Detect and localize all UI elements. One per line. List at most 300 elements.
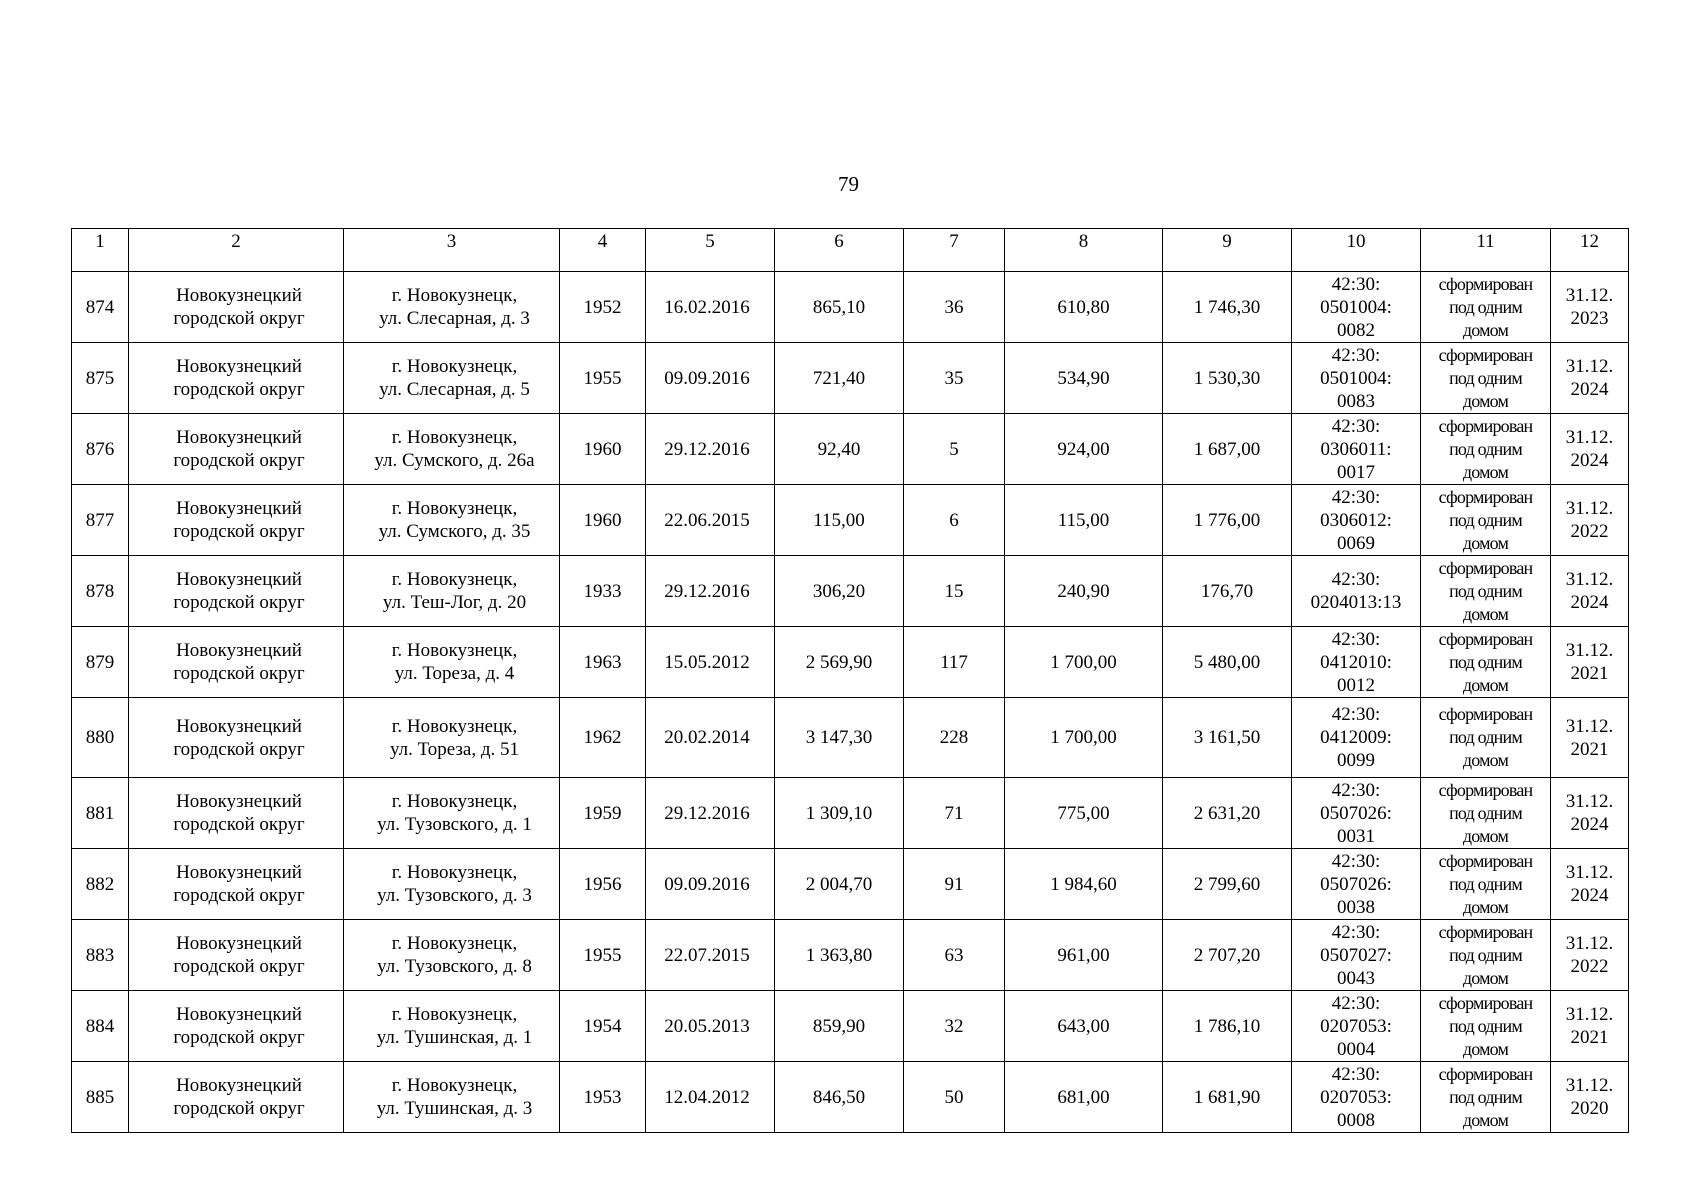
column-number-header: 5	[646, 229, 775, 272]
column-number-header: 9	[1163, 229, 1292, 272]
table-row	[72, 343, 1629, 414]
table-row	[72, 698, 1629, 778]
land-status-cell-line: домом	[1462, 319, 1509, 340]
deadline-cell-line: 31.12.	[1565, 640, 1614, 661]
municipality-cell	[129, 1062, 344, 1133]
address-cell-line: г. Новокузнецк,	[391, 285, 518, 306]
address-cell	[344, 556, 560, 627]
deadline-cell-line: 31.12.	[1565, 1004, 1614, 1025]
municipality-cell	[129, 778, 344, 849]
land-status-cell	[1421, 698, 1551, 778]
land-status-cell	[1421, 920, 1551, 991]
column-number-header: 8	[1005, 229, 1163, 272]
cadastral-number-cell-line: 0008	[1337, 1109, 1375, 1131]
deadline-cell-line: 2022	[1570, 521, 1609, 542]
municipality-cell-line: городской округ	[173, 885, 305, 906]
cadastral-number-cell-line: 0082	[1337, 319, 1375, 341]
row-number-cell: 875	[72, 343, 129, 414]
municipality-cell	[129, 343, 344, 414]
address-cell-line: ул. Тореза, д. 51	[389, 738, 520, 760]
land-status-cell-line: сформирован	[1438, 779, 1533, 800]
land-status-cell-line: под одним	[1449, 296, 1522, 317]
column-number-header: 7	[904, 229, 1005, 272]
date-cell: 09.09.2016	[646, 849, 775, 920]
land-status-cell-line: сформирован	[1438, 557, 1533, 578]
address-cell-line: ул. Слесарная, д. 3	[379, 308, 530, 329]
column-8-cell: 924,00	[1005, 414, 1163, 485]
land-status-cell-line: сформирован	[1438, 273, 1533, 294]
land-status-cell-line: под одним	[1449, 580, 1522, 601]
residents-cell: 35	[904, 343, 1005, 414]
land-status-cell-line: сформирован	[1438, 921, 1533, 942]
deadline-cell-line: 2024	[1570, 814, 1609, 835]
table-row	[72, 991, 1629, 1062]
area-cell: 3 147,30	[775, 698, 904, 778]
deadline-cell	[1551, 920, 1629, 991]
cadastral-number-cell-line: 42:30:	[1331, 628, 1381, 650]
column-8-cell: 240,90	[1005, 556, 1163, 627]
address-cell	[344, 343, 560, 414]
cadastral-number-cell-line: 0306012:	[1320, 509, 1392, 531]
land-status-cell-line: под одним	[1449, 802, 1522, 823]
cadastral-number-cell	[1292, 920, 1421, 991]
address-cell-line: ул. Тушинская, д. 3	[376, 1098, 533, 1119]
area-cell: 306,20	[775, 556, 904, 627]
date-cell: 29.12.2016	[646, 778, 775, 849]
deadline-cell-line: 31.12.	[1565, 356, 1614, 377]
deadline-cell-line: 2021	[1570, 663, 1609, 684]
cadastral-number-cell-line: 42:30:	[1331, 415, 1381, 437]
column-9-cell: 1 776,00	[1163, 485, 1292, 556]
deadline-cell-line: 2021	[1570, 1027, 1609, 1048]
land-status-cell-line: под одним	[1449, 509, 1522, 530]
municipality-cell	[129, 627, 344, 698]
address-cell-line: г. Новокузнецк,	[391, 933, 518, 954]
land-status-cell-line: домом	[1462, 390, 1509, 411]
residents-cell: 91	[904, 849, 1005, 920]
land-status-cell-line: домом	[1462, 825, 1509, 846]
cadastral-number-cell-line: 0038	[1337, 896, 1375, 918]
residents-cell: 5	[904, 414, 1005, 485]
municipality-cell-line: городской округ	[173, 521, 305, 542]
date-cell: 15.05.2012	[646, 627, 775, 698]
residents-cell: 15	[904, 556, 1005, 627]
land-status-cell-line: под одним	[1449, 651, 1522, 672]
municipality-cell-line: Новокузнецкий	[176, 933, 302, 954]
land-status-cell-line: сформирован	[1438, 486, 1533, 507]
deadline-cell	[1551, 991, 1629, 1062]
land-status-cell-line: домом	[1462, 674, 1509, 695]
municipality-cell-line: городской округ	[173, 592, 305, 613]
land-status-cell-line: домом	[1462, 967, 1509, 988]
address-cell	[344, 414, 560, 485]
deadline-cell-line: 2024	[1570, 592, 1609, 613]
column-number-header: 3	[344, 229, 560, 272]
year-cell: 1956	[560, 849, 646, 920]
date-cell: 22.06.2015	[646, 485, 775, 556]
land-status-cell-line: под одним	[1449, 367, 1522, 388]
municipality-cell-line: городской округ	[173, 379, 305, 400]
address-cell-line: ул. Тузовского, д. 3	[377, 885, 532, 906]
deadline-cell-line: 31.12.	[1565, 498, 1614, 519]
land-status-cell-line: под одним	[1449, 1086, 1522, 1107]
land-status-cell	[1421, 556, 1551, 627]
column-9-cell: 1 681,90	[1163, 1062, 1292, 1133]
cadastral-number-cell-line: 0207053:	[1320, 1086, 1392, 1108]
area-cell: 92,40	[775, 414, 904, 485]
column-number-header: 10	[1292, 229, 1421, 272]
column-9-cell: 2 707,20	[1163, 920, 1292, 991]
cadastral-number-cell	[1292, 778, 1421, 849]
column-8-cell: 961,00	[1005, 920, 1163, 991]
year-cell: 1954	[560, 991, 646, 1062]
municipality-cell-line: Новокузнецкий	[176, 285, 302, 306]
deadline-cell	[1551, 1062, 1629, 1133]
year-cell: 1960	[560, 414, 646, 485]
column-8-cell: 1 984,60	[1005, 849, 1163, 920]
land-status-cell-line: сформирован	[1438, 704, 1533, 724]
cadastral-number-cell	[1292, 556, 1421, 627]
row-number-cell: 874	[72, 272, 129, 343]
municipality-cell	[129, 556, 344, 627]
row-number-cell: 878	[72, 556, 129, 627]
deadline-cell-line: 2022	[1570, 956, 1609, 977]
column-9-cell: 5 480,00	[1163, 627, 1292, 698]
column-9-cell: 2 631,20	[1163, 778, 1292, 849]
land-status-cell-line: под одним	[1449, 873, 1522, 894]
column-number-header: 4	[560, 229, 646, 272]
column-9-cell: 2 799,60	[1163, 849, 1292, 920]
cadastral-number-cell-line: 42:30:	[1331, 486, 1381, 508]
column-8-cell: 115,00	[1005, 485, 1163, 556]
cadastral-number-cell	[1292, 698, 1421, 778]
area-cell: 1 363,80	[775, 920, 904, 991]
table-row	[72, 556, 1629, 627]
municipality-cell-line: Новокузнецкий	[176, 715, 302, 737]
deadline-cell	[1551, 414, 1629, 485]
cadastral-number-cell-line: 0501004:	[1320, 367, 1392, 389]
column-9-cell: 1 746,30	[1163, 272, 1292, 343]
municipality-cell	[129, 414, 344, 485]
table-row	[72, 485, 1629, 556]
land-status-cell-line: домом	[1462, 1038, 1509, 1059]
cadastral-number-cell-line: 0507027:	[1320, 944, 1392, 966]
residents-cell: 50	[904, 1062, 1005, 1133]
deadline-cell	[1551, 778, 1629, 849]
municipality-cell-line: Новокузнецкий	[176, 640, 302, 661]
area-cell: 721,40	[775, 343, 904, 414]
municipality-cell	[129, 272, 344, 343]
residents-cell: 36	[904, 272, 1005, 343]
deadline-cell-line: 31.12.	[1565, 715, 1614, 737]
land-status-cell-line: домом	[1462, 1109, 1509, 1130]
residents-cell: 63	[904, 920, 1005, 991]
municipality-cell	[129, 991, 344, 1062]
cadastral-number-cell-line: 42:30:	[1331, 344, 1381, 366]
deadline-cell-line: 31.12.	[1565, 285, 1614, 306]
deadline-cell	[1551, 556, 1629, 627]
cadastral-number-cell-line: 42:30:	[1331, 992, 1381, 1014]
deadline-cell-line: 2024	[1570, 450, 1609, 471]
municipality-cell-line: городской округ	[173, 956, 305, 977]
address-cell-line: ул. Теш-Лог, д. 20	[382, 592, 527, 613]
municipality-cell	[129, 698, 344, 778]
address-cell-line: г. Новокузнецк,	[391, 862, 518, 883]
residents-cell: 117	[904, 627, 1005, 698]
column-8-cell: 681,00	[1005, 1062, 1163, 1133]
deadline-cell-line: 2021	[1570, 738, 1609, 760]
row-number-cell: 881	[72, 778, 129, 849]
column-9-cell: 1 687,00	[1163, 414, 1292, 485]
area-cell: 1 309,10	[775, 778, 904, 849]
address-cell-line: ул. Сумского, д. 26а	[374, 450, 535, 471]
cadastral-number-cell-line: 0207053:	[1320, 1015, 1392, 1037]
cadastral-number-cell-line: 0306011:	[1320, 438, 1392, 460]
municipality-cell-line: городской округ	[173, 450, 305, 471]
cadastral-number-cell-line: 0017	[1337, 461, 1375, 483]
municipality-cell-line: городской округ	[173, 814, 305, 835]
housing-registry-table	[71, 228, 1629, 1133]
deadline-cell-line: 2024	[1570, 885, 1609, 906]
date-cell: 16.02.2016	[646, 272, 775, 343]
address-cell-line: ул. Тузовского, д. 8	[377, 956, 532, 977]
address-cell-line: ул. Тушинская, д. 1	[376, 1027, 533, 1048]
address-cell-line: г. Новокузнецк,	[391, 569, 518, 590]
page-number: 79	[838, 172, 859, 196]
address-cell	[344, 778, 560, 849]
year-cell: 1933	[560, 556, 646, 627]
land-status-cell	[1421, 849, 1551, 920]
table-row	[72, 627, 1629, 698]
deadline-cell-line: 2020	[1570, 1098, 1609, 1119]
cadastral-number-cell-line: 42:30:	[1331, 850, 1381, 872]
area-cell: 2 004,70	[775, 849, 904, 920]
date-cell: 29.12.2016	[646, 414, 775, 485]
area-cell: 859,90	[775, 991, 904, 1062]
land-status-cell-line: домом	[1462, 532, 1509, 553]
cadastral-number-cell-line: 0099	[1337, 750, 1375, 771]
cadastral-number-cell-line: 42:30:	[1331, 704, 1381, 725]
cadastral-number-cell-line: 0412009:	[1320, 727, 1392, 748]
address-cell-line: г. Новокузнецк,	[391, 791, 518, 812]
date-cell: 09.09.2016	[646, 343, 775, 414]
municipality-cell-line: Новокузнецкий	[176, 1004, 302, 1025]
municipality-cell-line: городской округ	[173, 663, 305, 684]
deadline-cell-line: 2023	[1570, 308, 1609, 329]
residents-cell: 71	[904, 778, 1005, 849]
cadastral-number-cell	[1292, 1062, 1421, 1133]
address-cell	[344, 485, 560, 556]
row-number-cell: 879	[72, 627, 129, 698]
cadastral-number-cell-line: 42:30:	[1331, 1063, 1381, 1085]
column-9-cell: 1 786,10	[1163, 991, 1292, 1062]
cadastral-number-cell-line: 42:30:	[1331, 921, 1381, 943]
land-status-cell-line: домом	[1462, 750, 1509, 770]
column-number-header: 2	[129, 229, 344, 272]
row-number-cell: 884	[72, 991, 129, 1062]
municipality-cell-line: Новокузнецкий	[176, 356, 302, 377]
row-number-cell: 885	[72, 1062, 129, 1133]
municipality-cell	[129, 920, 344, 991]
municipality-cell-line: Новокузнецкий	[176, 791, 302, 812]
table-row	[72, 272, 1629, 343]
address-cell-line: г. Новокузнецк,	[391, 1075, 518, 1096]
deadline-cell	[1551, 698, 1629, 778]
date-cell: 20.02.2014	[646, 698, 775, 778]
column-9-cell: 3 161,50	[1163, 698, 1292, 778]
cadastral-number-cell-line: 0412010:	[1320, 651, 1392, 673]
municipality-cell-line: Новокузнецкий	[176, 498, 302, 519]
table-row	[72, 414, 1629, 485]
cadastral-number-cell-line: 0507026:	[1320, 873, 1392, 895]
row-number-cell: 883	[72, 920, 129, 991]
address-cell-line: г. Новокузнецк,	[391, 498, 518, 519]
municipality-cell-line: городской округ	[173, 308, 305, 329]
column-9-cell: 176,70	[1163, 556, 1292, 627]
cadastral-number-cell-line: 0031	[1337, 825, 1375, 847]
row-number-cell: 877	[72, 485, 129, 556]
year-cell: 1955	[560, 343, 646, 414]
date-cell: 12.04.2012	[646, 1062, 775, 1133]
land-status-cell-line: домом	[1462, 461, 1509, 482]
column-8-cell: 610,80	[1005, 272, 1163, 343]
cadastral-number-cell-line: 0012	[1337, 674, 1375, 696]
table-header-row	[72, 229, 1629, 272]
cadastral-number-cell-line: 42:30:	[1331, 273, 1381, 295]
year-cell: 1953	[560, 1062, 646, 1133]
land-status-cell-line: домом	[1462, 603, 1509, 624]
cadastral-number-cell-line: 0204013:13	[1310, 592, 1402, 613]
table-row	[72, 778, 1629, 849]
date-cell: 29.12.2016	[646, 556, 775, 627]
cadastral-number-cell	[1292, 627, 1421, 698]
deadline-cell-line: 31.12.	[1565, 1075, 1614, 1096]
year-cell: 1952	[560, 272, 646, 343]
cadastral-number-cell	[1292, 485, 1421, 556]
deadline-cell-line: 31.12.	[1565, 862, 1614, 883]
row-number-cell: 882	[72, 849, 129, 920]
area-cell: 846,50	[775, 1062, 904, 1133]
municipality-cell-line: городской округ	[173, 738, 305, 760]
land-status-cell	[1421, 627, 1551, 698]
address-cell	[344, 920, 560, 991]
year-cell: 1960	[560, 485, 646, 556]
deadline-cell	[1551, 343, 1629, 414]
land-status-cell-line: под одним	[1449, 1015, 1522, 1036]
land-status-cell-line: сформирован	[1438, 628, 1533, 649]
municipality-cell	[129, 849, 344, 920]
address-cell	[344, 1062, 560, 1133]
year-cell: 1959	[560, 778, 646, 849]
deadline-cell	[1551, 272, 1629, 343]
municipality-cell-line: городской округ	[173, 1098, 305, 1119]
address-cell-line: ул. Тузовского, д. 1	[377, 814, 532, 835]
cadastral-number-cell	[1292, 414, 1421, 485]
land-status-cell	[1421, 343, 1551, 414]
address-cell-line: г. Новокузнецк,	[391, 640, 518, 661]
land-status-cell	[1421, 272, 1551, 343]
deadline-cell-line: 31.12.	[1565, 933, 1614, 954]
column-number-header: 6	[775, 229, 904, 272]
address-cell	[344, 627, 560, 698]
address-cell	[344, 849, 560, 920]
address-cell-line: ул. Слесарная, д. 5	[379, 379, 530, 400]
address-cell	[344, 698, 560, 778]
cadastral-number-cell-line: 0043	[1337, 967, 1375, 989]
municipality-cell-line: Новокузнецкий	[176, 569, 302, 590]
deadline-cell	[1551, 485, 1629, 556]
deadline-cell	[1551, 627, 1629, 698]
land-status-cell-line: под одним	[1449, 727, 1522, 747]
table-row	[72, 920, 1629, 991]
land-status-cell-line: сформирован	[1438, 850, 1533, 871]
land-status-cell	[1421, 1062, 1551, 1133]
column-8-cell: 1 700,00	[1005, 627, 1163, 698]
area-cell: 865,10	[775, 272, 904, 343]
column-8-cell: 643,00	[1005, 991, 1163, 1062]
land-status-cell-line: сформирован	[1438, 1063, 1533, 1084]
cadastral-number-cell-line: 0004	[1337, 1038, 1375, 1060]
residents-cell: 228	[904, 698, 1005, 778]
municipality-cell-line: Новокузнецкий	[176, 1075, 302, 1096]
land-status-cell-line: домом	[1462, 896, 1509, 917]
address-cell-line: г. Новокузнецк,	[391, 356, 518, 377]
cadastral-number-cell	[1292, 272, 1421, 343]
address-cell	[344, 272, 560, 343]
column-number-header: 11	[1421, 229, 1551, 272]
column-9-cell: 1 530,30	[1163, 343, 1292, 414]
cadastral-number-cell-line: 0083	[1337, 390, 1375, 412]
land-status-cell	[1421, 485, 1551, 556]
table-row	[72, 1062, 1629, 1133]
land-status-cell-line: сформирован	[1438, 344, 1533, 365]
land-status-cell-line: под одним	[1449, 944, 1522, 965]
column-number-header: 12	[1551, 229, 1629, 272]
deadline-cell-line: 31.12.	[1565, 791, 1614, 812]
address-cell-line: г. Новокузнецк,	[391, 715, 518, 737]
deadline-cell-line: 31.12.	[1565, 569, 1614, 590]
year-cell: 1963	[560, 627, 646, 698]
address-cell-line: г. Новокузнецк,	[391, 1004, 518, 1025]
cadastral-number-cell-line: 0507026:	[1320, 802, 1392, 824]
area-cell: 2 569,90	[775, 627, 904, 698]
residents-cell: 32	[904, 991, 1005, 1062]
municipality-cell-line: Новокузнецкий	[176, 862, 302, 883]
land-status-cell	[1421, 414, 1551, 485]
date-cell: 20.05.2013	[646, 991, 775, 1062]
area-cell: 115,00	[775, 485, 904, 556]
land-status-cell	[1421, 991, 1551, 1062]
row-number-cell: 880	[72, 698, 129, 778]
cadastral-number-cell-line: 42:30:	[1331, 779, 1381, 801]
land-status-cell	[1421, 778, 1551, 849]
address-cell-line: ул. Сумского, д. 35	[378, 521, 531, 542]
cadastral-number-cell-line: 0069	[1337, 532, 1375, 554]
municipality-cell	[129, 485, 344, 556]
deadline-cell-line: 31.12.	[1565, 427, 1614, 448]
cadastral-number-cell	[1292, 991, 1421, 1062]
year-cell: 1955	[560, 920, 646, 991]
address-cell-line: г. Новокузнецк,	[391, 427, 518, 448]
address-cell	[344, 991, 560, 1062]
land-status-cell-line: сформирован	[1438, 415, 1533, 436]
land-status-cell-line: сформирован	[1438, 992, 1533, 1013]
residents-cell: 6	[904, 485, 1005, 556]
cadastral-number-cell	[1292, 343, 1421, 414]
column-8-cell: 775,00	[1005, 778, 1163, 849]
row-number-cell: 876	[72, 414, 129, 485]
land-status-cell-line: под одним	[1449, 438, 1522, 459]
